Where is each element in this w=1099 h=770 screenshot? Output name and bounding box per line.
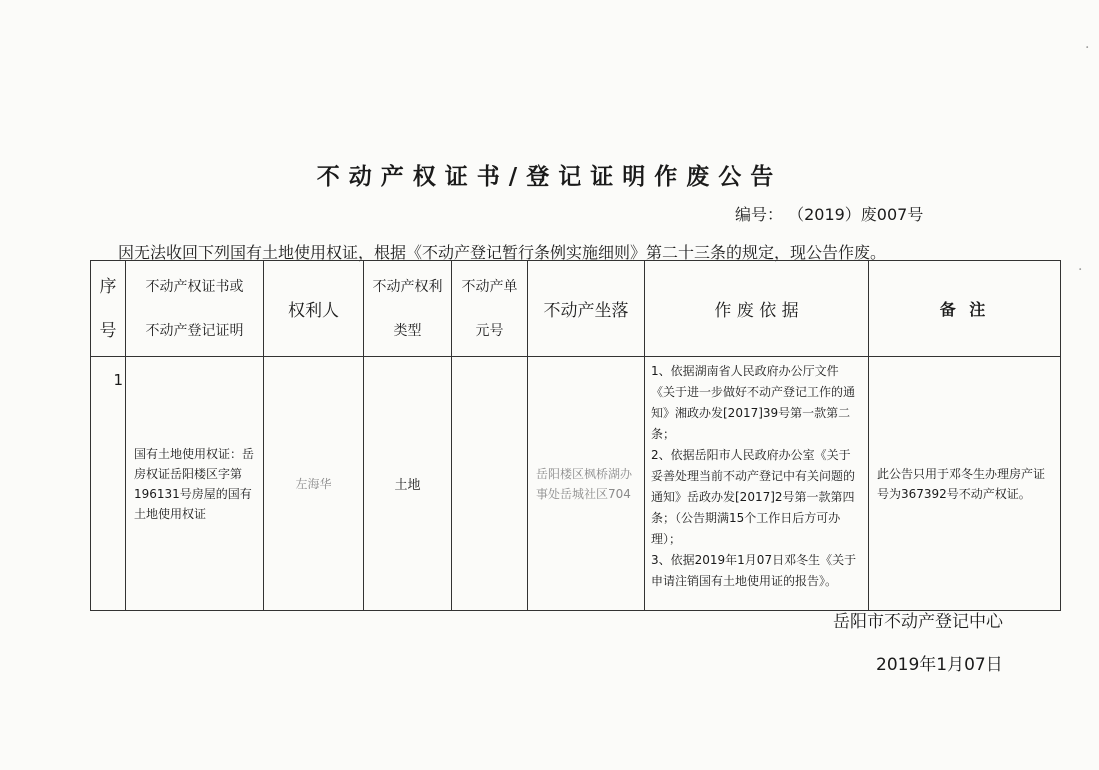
scan-mark: · xyxy=(1078,262,1083,278)
void-certificate-table xyxy=(90,260,1061,611)
row-right-type: 土地 xyxy=(364,357,452,611)
row-basis xyxy=(645,357,869,611)
table-header-row xyxy=(91,261,1061,357)
header-remarks: 备 注 xyxy=(869,261,1061,357)
header-seq: 序 号 xyxy=(91,261,126,357)
row-remarks: 此公告只用于邓冬生办理房产证号为367392号不动产权证。 xyxy=(869,357,1061,611)
issuer-name: 岳阳市不动产登记中心 xyxy=(833,612,1003,632)
intro-paragraph: 因无法收回下列国有土地使用权证，根据《不动产登记暂行条例实施细则》第二十三条的规定，现公告作废。 xyxy=(118,243,887,262)
basis-item-3: 3、依据2019年1月07日邓冬生《关于申请注销国有土地使用证的报告》。 xyxy=(651,553,857,588)
header-certificate: 不动产权证书或 不动产登记证明 xyxy=(126,261,264,357)
header-unit-no: 不动产单 元号 xyxy=(452,261,528,357)
header-location: 不动产坐落 xyxy=(528,261,645,357)
document-number: 编号： （2019）废007号 xyxy=(735,205,924,224)
row-certificate: 国有土地使用权证：岳房权证岳阳楼区字第196131号房屋的国有土地使用权证 xyxy=(126,357,264,611)
header-holder: 权利人 xyxy=(264,261,364,357)
notice-title: 不动产权证书/登记证明作废公告 xyxy=(316,164,783,190)
basis-item-2: 2、依据岳阳市人民政府办公室《关于妥善处理当前不动产登记中有关问题的通知》岳政办发[2017]2号第一款第四条；（公告期满15个工作日后方可办理）； xyxy=(651,448,856,546)
header-right-type: 不动产权利 类型 xyxy=(364,261,452,357)
header-basis: 作 废 依 据 xyxy=(645,261,869,357)
row-location: 岳阳楼区枫桥湖办事处岳城社区704 xyxy=(528,357,645,611)
basis-item-1: 1、依据湖南省人民政府办公厅文件《关于进一步做好不动产登记工作的通知》湘政办发[2017]39号第一款第二条； xyxy=(651,364,856,441)
row-holder: 左海华 xyxy=(264,357,364,611)
row-seq: 1 xyxy=(91,357,126,611)
row-unit-no xyxy=(452,357,528,611)
table-row xyxy=(91,357,1061,611)
issue-date: 2019年1月07日 xyxy=(876,655,1003,675)
scan-mark: · xyxy=(1085,40,1090,56)
